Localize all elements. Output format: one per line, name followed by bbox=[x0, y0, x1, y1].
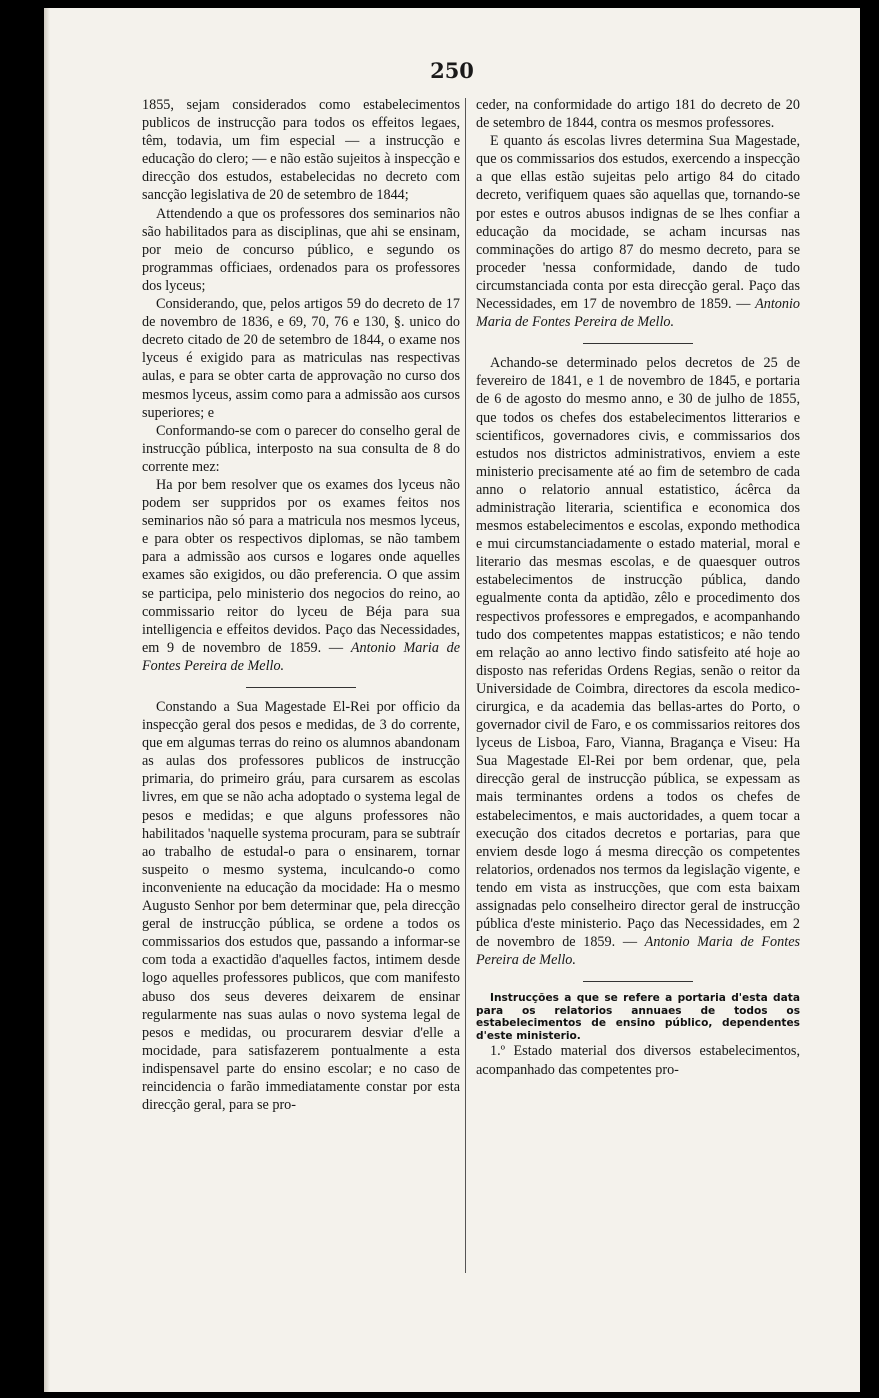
left-paragraph-5 bbox=[142, 476, 460, 675]
left-paragraph-3: Considerando, que, pelos artigos 59 do decreto de 17 de novembro de 1836, e 69, 70, 76 e 130, §. unico do decreto citado de 20 de setembro de 1844, o exame nos lyceus é exigido para as matriculas nas respectivas aulas, e para se obter carta de approvação no curso dos mesmos lyceus, assim como para a admissão aos cursos superiores; e bbox=[142, 296, 460, 421]
left-paragraph-2: Attendendo a que os professores dos seminarios não são habilitados para as disciplinas, que ahi se ensinam, por meio de concurso público, e segundo os programmas officiaes, ordenados para os professores dos lyceus; bbox=[142, 205, 460, 294]
left-paragraph-5-text: Ha por bem resolver que os exames dos lyceus não podem ser suppridos por os exames feitos nos seminarios não só para a matricula nos mesmos lyceus, e para obter os respectivos diplomas, se não tambem para a admissão aos cursos e logares onde aquelles exames são exigidos, ou dão preferencia. O que assim se participa, pelo ministerio dos negocios do reino, ao commissario reitor do lyceu de Béja para sua intelligencia e effeitos devidos. Paço das Necessidades, em 9 de novembro de 1859. — bbox=[142, 476, 460, 656]
left-column bbox=[142, 96, 460, 1114]
left-paragraph-4: Conformando-se com o parecer do conselho geral de instrucção pública, interposto na sua consulta de 8 do corrente mez: bbox=[142, 422, 460, 475]
scan-edge bbox=[44, 8, 50, 1392]
left-second-document: Constando a Sua Magestade El-Rei por officio da inspecção geral dos pesos e medidas, de 3 do corrente, que em algumas terras do reino os alumnos abandonam as aulas dos professores publicos de instrucção primaria, do primeiro gráu, para cursarem as escolas livres, em que se não acha adoptado o systema legal de pesos e medidas; e que alguns professores não habilitados 'naquelle systema procuram, para se subtraír ao trabalho de estudal-o para o ensinarem, tornar suspeito o mesmo systema, inculcando-o como inconveniente na educação da mocidade: Ha o mesmo Augusto Senhor por bem determinar que, pela direcção geral de instrucção pública, se ordene a todos os commissarios dos estudos que, passando a informar-se com toda a exactidão d'aquelles factos, intimem desde logo aquelles professores publicos, que com manifesto abuso dos seus deveres deixarem de ensinar regularmente nas suas aulas o novo systema legal de pesos e medidas, ou procurarem desviar d'elle a mocidade, para satisfazerem pontualmente a esta indispensavel parte do ensino escolar; e no caso de reincidencia o farão immediatamente constar por esta direcção geral, para se pro- bbox=[142, 699, 460, 1114]
section-separator bbox=[583, 343, 693, 344]
document-page bbox=[44, 8, 860, 1392]
instructions-item-1: 1.º Estado material dos diversos estabelecimentos, acompanhado das competentes pro- bbox=[476, 1043, 800, 1078]
right-third-document bbox=[476, 354, 800, 969]
instructions-heading: Instrucções a que se refere a portaria d'esta data para os relatorios annuaes de todos os estabelecimentos de ensino público, dependentes d'este ministerio. bbox=[476, 992, 800, 1042]
left-signature-1: Antonio Maria de Fontes Pereira de Mello. bbox=[142, 639, 461, 674]
right-continued-paragraph: ceder, na conformidade do artigo 181 do decreto de 20 de setembro de 1844, contra os mesmos professores. bbox=[476, 97, 800, 132]
right-signature-2: Antonio Maria de Fontes Pereira de Mello. bbox=[476, 934, 801, 969]
right-paragraph-2 bbox=[476, 132, 800, 331]
section-separator bbox=[583, 981, 693, 982]
column-divider bbox=[465, 98, 466, 1273]
right-signature-1: Antonio Maria de Fontes Pereira de Mello. bbox=[476, 296, 800, 331]
left-paragraph-1: 1855, sejam considerados como estabelecimentos publicos de instrucção para todos os effeitos legaes, têm, todavia, um fim especial — a instrucção e educação do clero; — e não estão sujeitos à inspecção e direcção dos estudos, estabelecidas no decreto com sancção legislativa de 20 de setembro de 1844; bbox=[142, 97, 460, 204]
right-third-document-text: Achando-se determinado pelos decretos de 25 de fevereiro de 1841, e 1 de novembro de 1845, e portaria de 6 de agosto do mesmo anno, e 30 de julho de 1855, que todos os chefes dos estabelecimentos litterarios e scientificos, governadores civis, e commissarios dos estudos nos districtos administrativos, enviem a este ministerio precisamente até ao fim de setembro de cada anno o relatorio annual estatistico, ácêrca da administração literaria, scientifica e economica dos mesmos estabelecimentos e escolas, expondo methodica e mui circumstanciadamente o estado material, moral e literario das mesmas escolas, e de quaesquer outros estabelecimentos de instrucção pública, dando egualmente conta da aptidão, zêlo e procedimento dos respectivos professores e empregados, e acompanhando tudo dos competentes mappas estatisticos; e não tendo em relação ao anno lectivo findo satisfeito até hoje ao disposto nas referidas Ordens Regias, senão o reitor da Universidade de Coimbra, directores da escola medico-cirurgica, e da academia das bellas-artes do Porto, o governador civil de Faro, e os commissarios reitores dos lyceus de Lisboa, Faro, Vianna, Bragança e Viseu: Ha Sua Magestade El-Rei por bem ordenar, que, pela direcção geral de instrucção pública, se expessam as mais terminantes ordens a todos os chefes de estabelecimentos, e mais auctoridades, a quem tocar a execução dos citados decretos e portarias, para que enviem desde logo á mesma direcção os competentes relatorios, ordenados nos termos da legislação vigente, e tendo em vista as instrucções, que com esta baixam assignadas pelo conselheiro director geral de instrucção pública d'este ministerio. Paço das Necessidades, em 2 de novembro de 1859. — bbox=[476, 355, 800, 951]
section-separator bbox=[246, 687, 356, 688]
page-number: 250 bbox=[430, 58, 474, 83]
right-paragraph-2-text: E quanto ás escolas livres determina Sua Magestade, que os commissarios dos estudos, exercendo a inspecção a que ellas estão sujeitas pelo artigo 84 do citado decreto, verifiquem quaes são aquellas que, tornando-se por estes e outros abusos indignas de se lhes confiar a educação da mocidade, se acham incursas nas comminações do artigo 87 do mesmo decreto, para se proceder 'nessa conformidade, dando de tudo circumstanciada conta por esta direcção geral. Paço das Necessidades, em 17 de novembro de 1859. — bbox=[476, 133, 800, 313]
right-column bbox=[476, 96, 800, 1079]
